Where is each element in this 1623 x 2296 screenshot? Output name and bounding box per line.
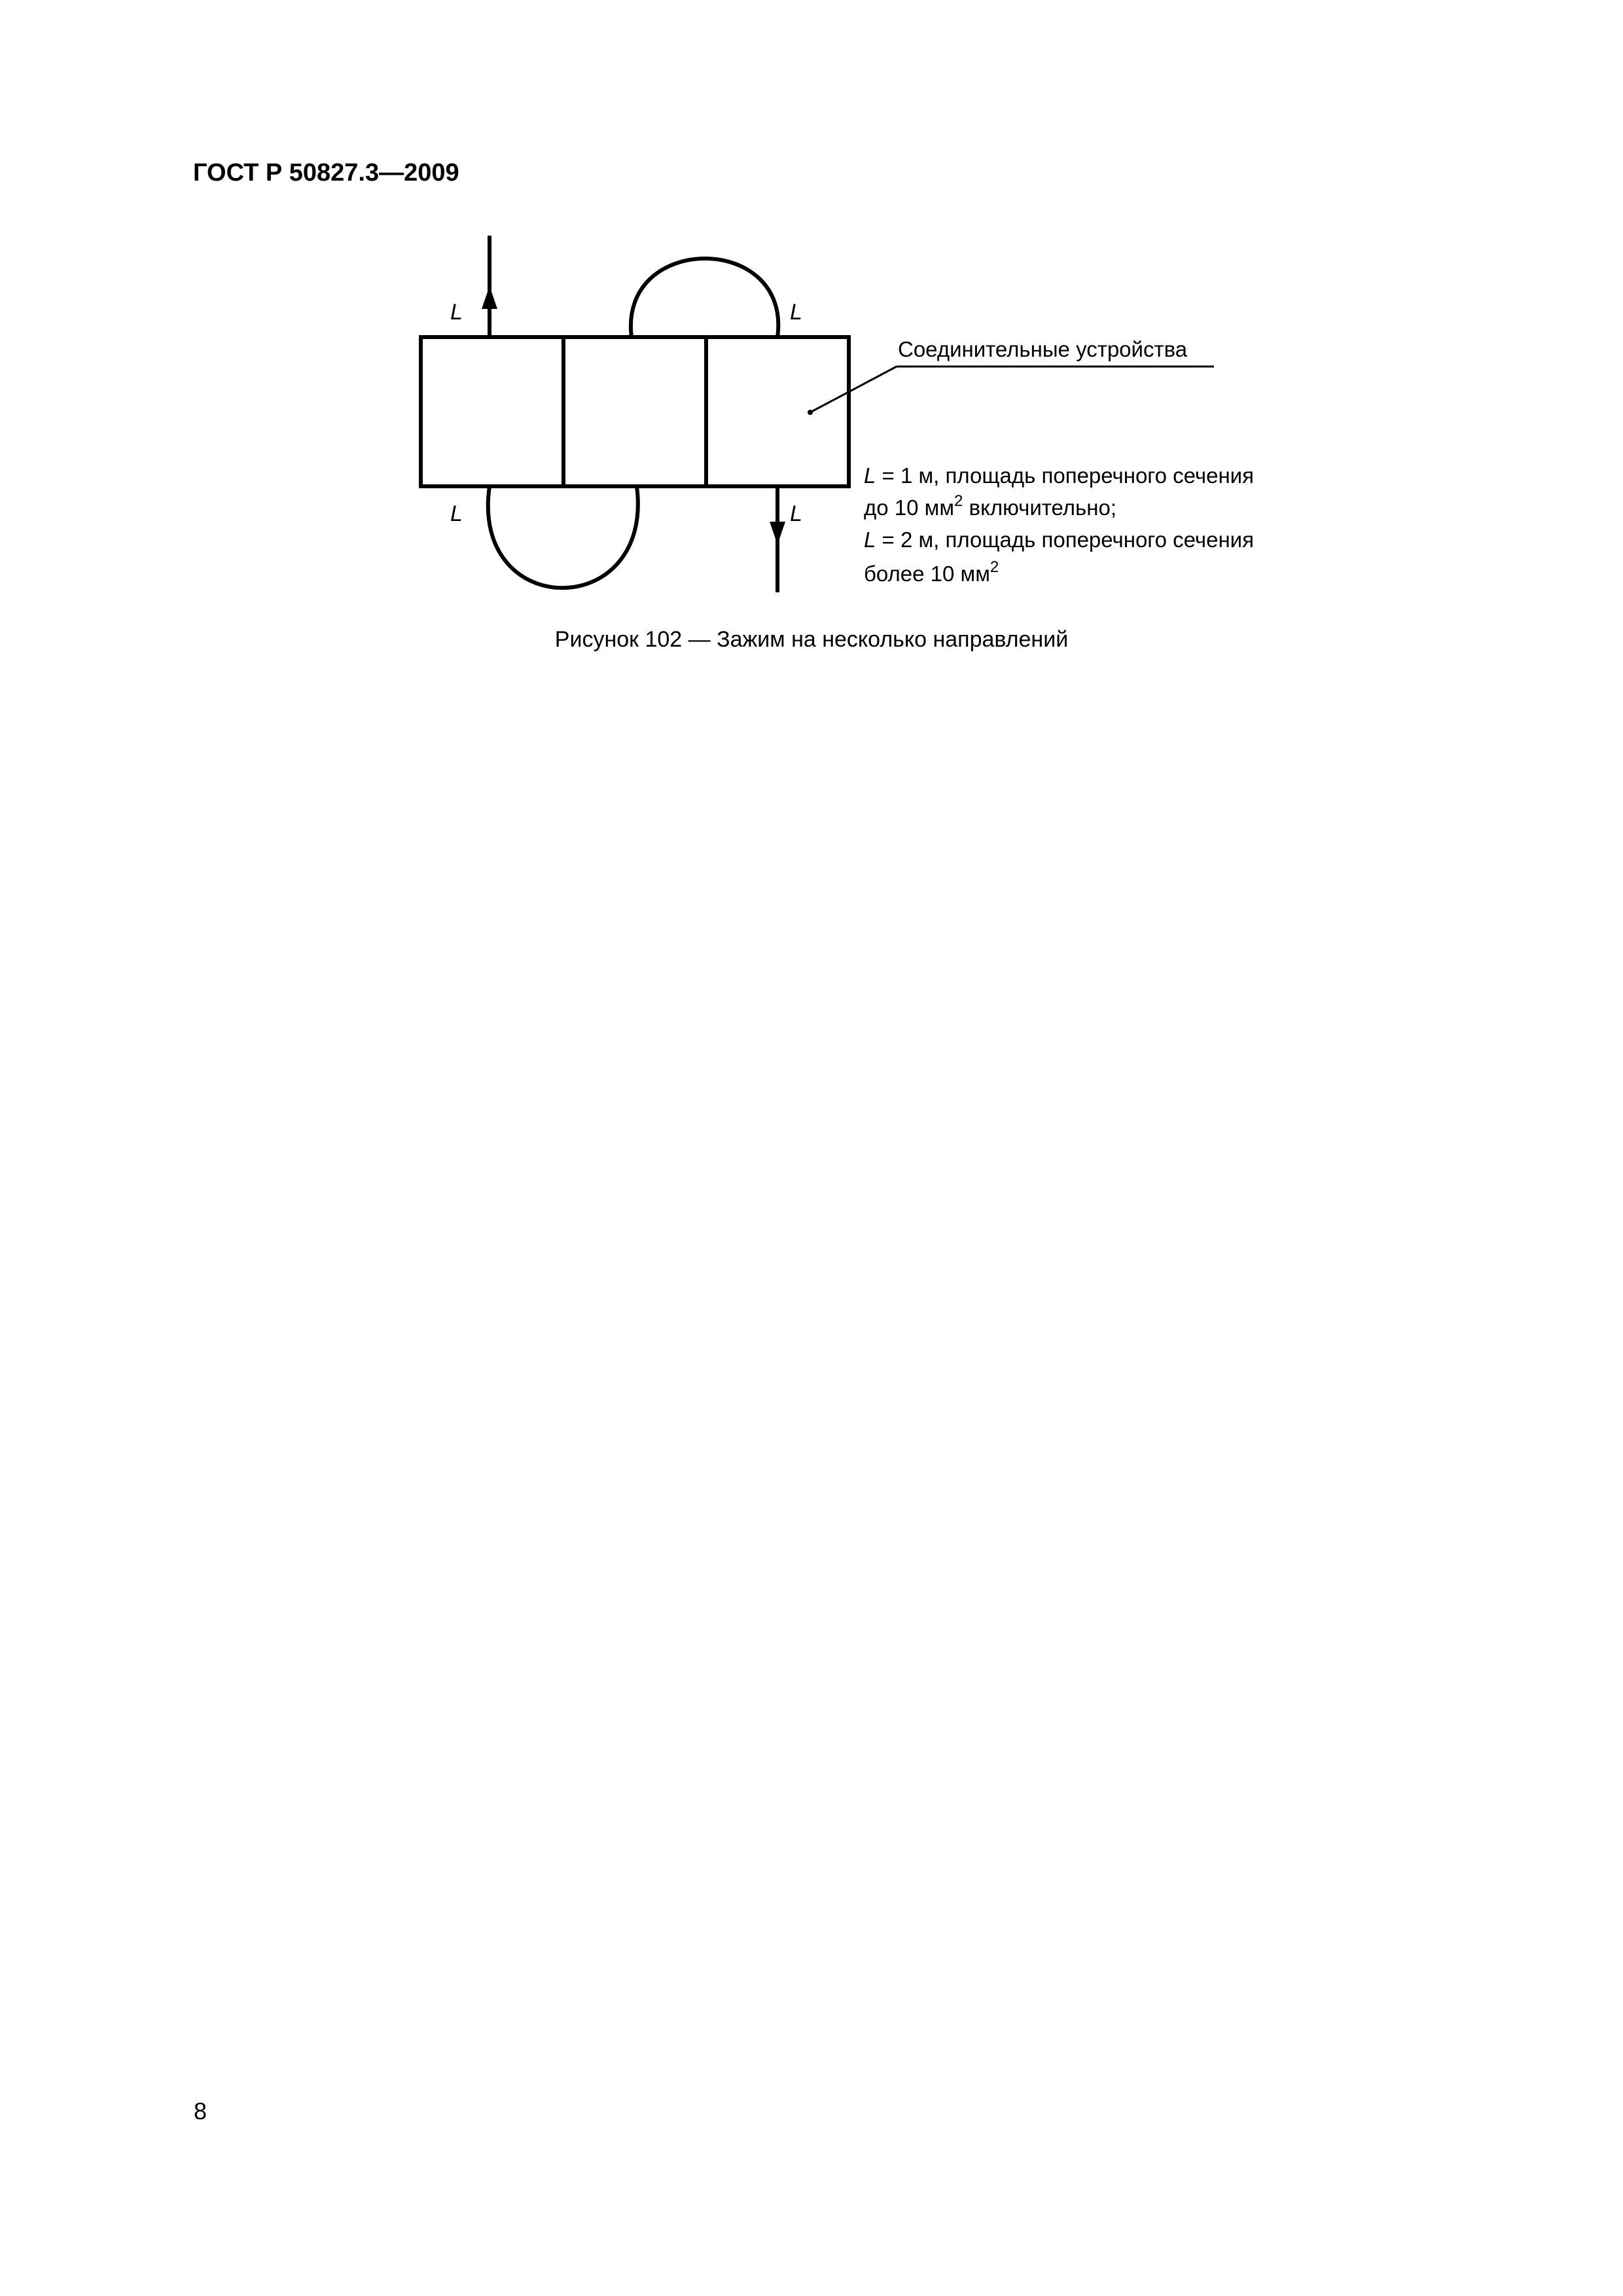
legend-text: до 10 мм bbox=[864, 495, 955, 520]
figure-caption: Рисунок 102 — Зажим на несколько направлений bbox=[554, 627, 1069, 652]
legend-superscript: 2 bbox=[990, 558, 999, 576]
length-label: L bbox=[790, 501, 802, 526]
legend-variable: L bbox=[864, 528, 876, 552]
legend-text: более 10 мм bbox=[864, 562, 990, 586]
length-label: L bbox=[790, 300, 802, 325]
arrow-down-icon bbox=[770, 522, 785, 545]
page-number: 8 bbox=[194, 2098, 207, 2125]
legend-text: = 1 м, площадь поперечного сечения bbox=[876, 463, 1254, 488]
legend-line-4 bbox=[864, 558, 999, 586]
legend-line-3 bbox=[864, 528, 1254, 552]
document-header: ГОСТ Р 50827.3—2009 bbox=[193, 159, 459, 187]
legend-text: = 2 м, площадь поперечного сечения bbox=[876, 528, 1254, 552]
conductor-loop-bottom bbox=[488, 486, 638, 588]
terminal-block bbox=[421, 337, 849, 486]
terminal-diagram bbox=[0, 0, 1623, 720]
conductor-loop-top bbox=[631, 259, 778, 337]
leader-line bbox=[810, 367, 897, 412]
legend bbox=[864, 463, 1254, 586]
clamp-right bbox=[706, 337, 849, 486]
figure-102 bbox=[0, 0, 1623, 720]
legend-superscript: 2 bbox=[954, 492, 963, 510]
callout bbox=[808, 337, 1214, 415]
legend-line-1 bbox=[864, 463, 1254, 488]
clamp-middle bbox=[563, 337, 706, 486]
callout-label: Соединительные устройства bbox=[898, 337, 1188, 361]
clamp-left bbox=[421, 337, 563, 486]
arrow-up-icon bbox=[482, 286, 497, 309]
length-label: L bbox=[450, 300, 463, 325]
length-label: L bbox=[450, 501, 463, 526]
legend-text: включительно; bbox=[963, 495, 1116, 520]
legend-line-2 bbox=[864, 492, 1116, 520]
legend-variable: L bbox=[864, 463, 876, 488]
